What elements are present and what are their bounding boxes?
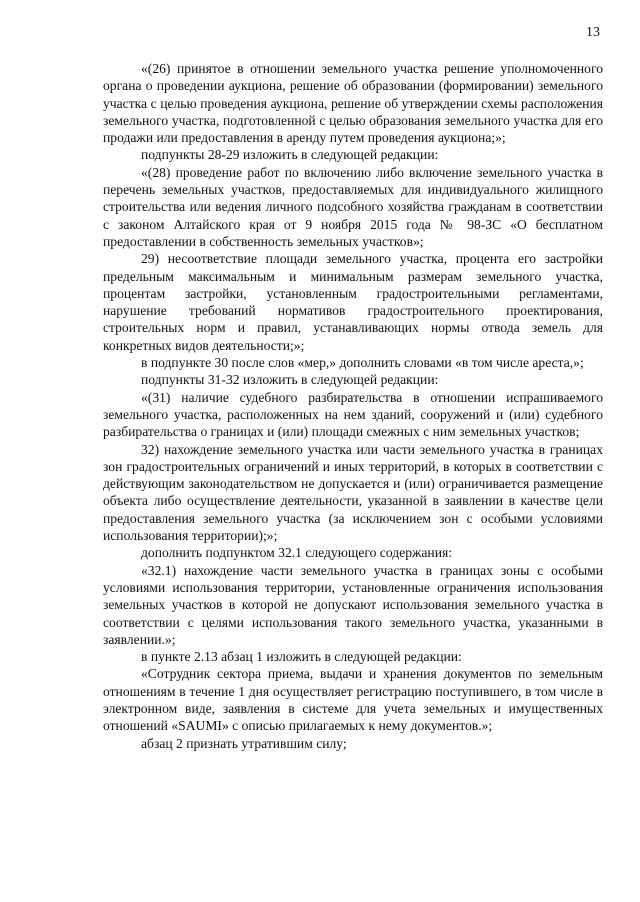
paragraph-26: «(26) принятое в отношении земельного участка решение уполномоченного органа о проведении аукциона, решение об образовании (формировании) земельного участка с целью проведения аукциона, решение об утверждении схемы расположения земельного участка, подготовленной с целью образования земельного участка для его продажи или предоставления в аренду путем проведения аукциона;»;	[103, 61, 603, 146]
document-body	[103, 60, 603, 752]
paragraph-32: 32) нахождение земельного участка или части земельного участка в границах зон градостроительных ограничений и иных территорий, в которых в соответствии с действующим законодательством не допускается и (или) ограничивается размещение объекта либо осуществление деятельности, указанной в заявлении в качестве цели предоставления земельного участка (за исключением зон с особыми условиями использования территории);»;	[103, 441, 603, 544]
paragraph-28: «(28) проведение работ по включению либо включение земельного участка в перечень земельных участков, предоставляемых для индивидуального жилищного строительства или ведения личного подсобного хозяйства гражданам в соответствии с законом Алтайского края от 9 ноября 2015 года № 98-ЗС «О бесплатном предоставлении в собственность земельных участков»;	[103, 164, 603, 249]
paragraph-2-13-text: «Сотрудник сектора приема, выдачи и хранения документов по земельным отношениям в течение 1 дня осуществляет регистрацию поступившего, в том числе в электронном виде, заявления в системе для учета земельных и имущественных отношений «SAUMI» с описью прилагаемых к нему документов.»;	[103, 666, 603, 734]
paragraph-amend-32-1: дополнить подпунктом 32.1 следующего содержания:	[141, 545, 452, 561]
paragraph-amend-31-32: подпункты 31-32 изложить в следующей редакции:	[141, 372, 439, 388]
paragraph-29: 29) несоответствие площади земельного участка, процента его застройки предельным максимальным и минимальным размерам земельного участка, процентам застройки, установленным градостроительными регламентами, нарушение требований нормативов градостроительного проектирования, строительных норм и правил, устанавливающих нормы отвода земель для конкретных видов деятельности;»;	[103, 251, 603, 353]
paragraph-abzac-2: абзац 2 признать утратившим силу;	[141, 735, 347, 751]
page-number: 13	[586, 25, 600, 40]
paragraph-amend-28-29: подпункты 28-29 изложить в следующей редакции:	[141, 147, 439, 163]
paragraph-amend-2-13: в пункте 2.13 абзац 1 изложить в следующей редакции:	[141, 649, 462, 665]
paragraph-32-1: «32.1) нахождение части земельного участка в границах зоны с особыми условиями использования территории, установленные ограничения использования земельных участков в которой не допускают использования земельного участка в соответствии с целями использования такого земельного участка, указанными в заявлении.»;	[103, 562, 603, 647]
paragraph-31: «(31) наличие судебного разбирательства в отношении испрашиваемого земельного участка, расположенных на нем зданий, сооружений и (или) судебного разбирательства о границах и (или) площади смежных с ним земельных участков;	[103, 389, 603, 440]
paragraph-amend-30: в подпункте 30 после слов «мер,» дополнить словами «в том числе ареста,»;	[141, 355, 584, 371]
